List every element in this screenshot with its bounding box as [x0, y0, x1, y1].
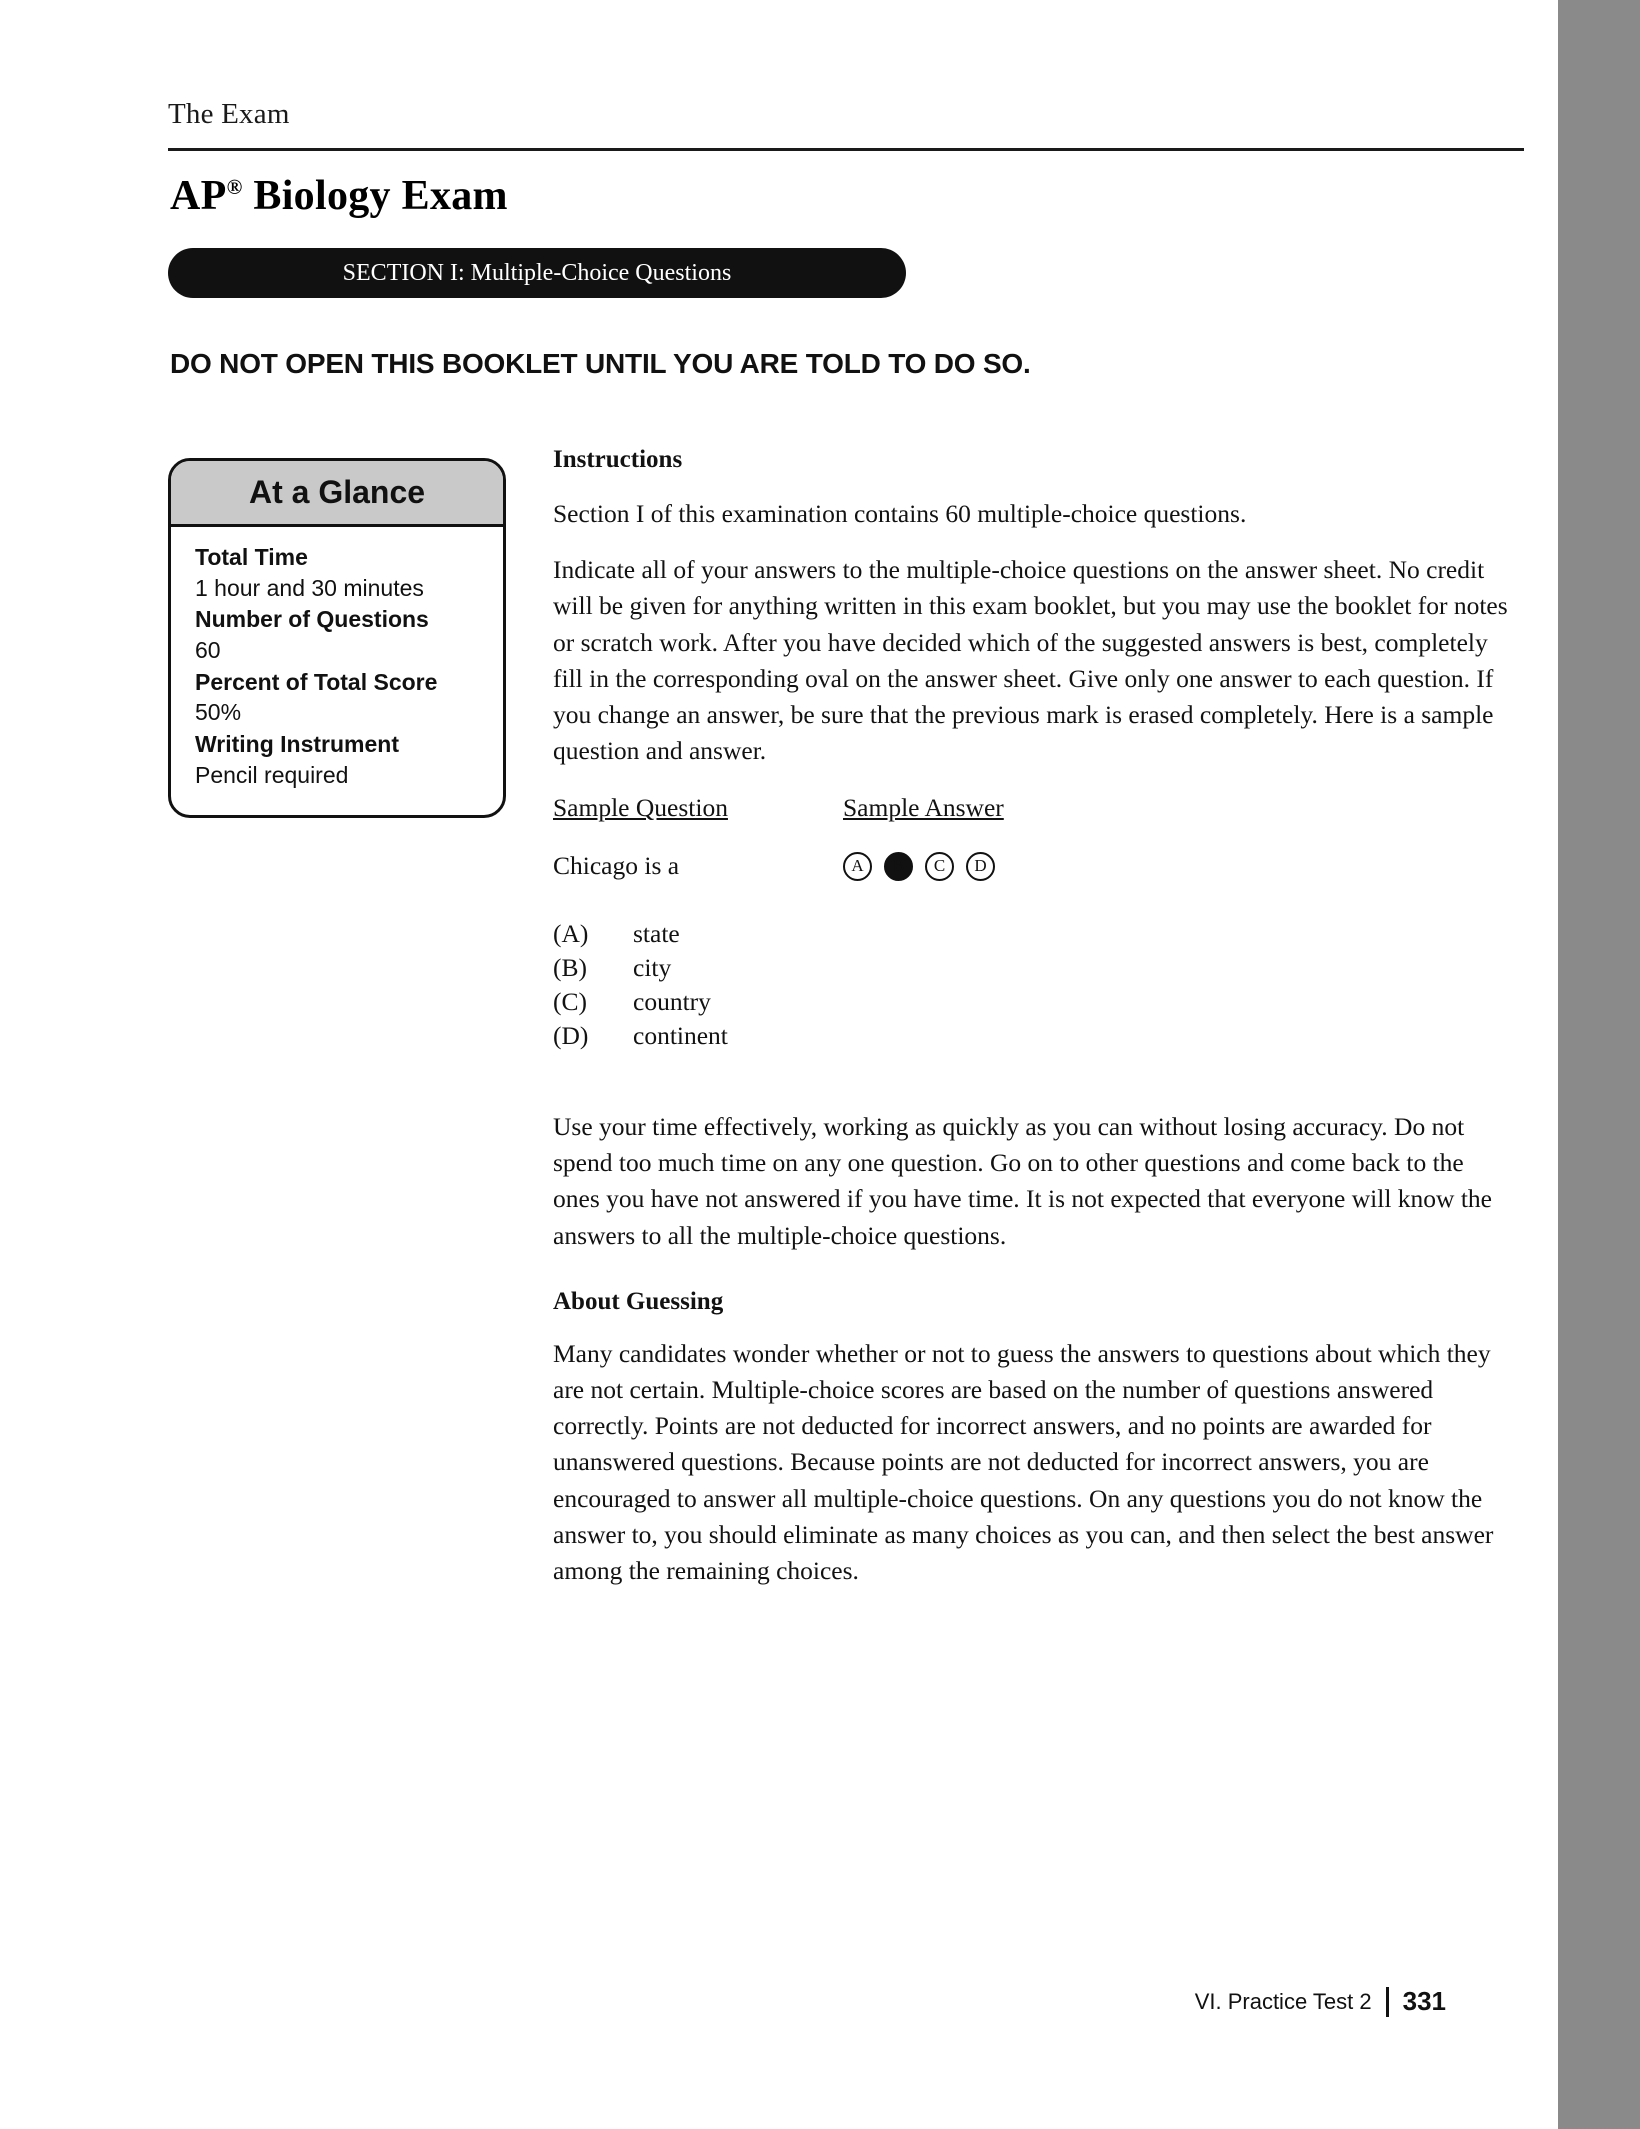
answer-bubble-a: A [843, 852, 872, 881]
sample-choice-c-text: country [633, 987, 711, 1017]
page-title-rest: Biology Exam [242, 173, 508, 219]
sample-answer-label: Sample Answer [843, 793, 1004, 823]
page-edge-band [1558, 0, 1640, 2129]
sample-labels-row [553, 793, 1513, 823]
instructions-paragraph-2: Indicate all of your answers to the multiple-choice questions on the answer sheet. No credit will be given for anything written in this exam booklet, but you may use the booklet for notes or scratch work. After you have decided which of the suggested answers is best, completely fill in the corresponding oval on the answer sheet. Give only one answer to each question. If you change an answer, be sure that the previous mark is erased completely. Here is a sample question and answer. [553, 555, 1508, 766]
glance-value-percent-of-total-score: 50% [195, 699, 242, 726]
sample-answer-bubbles [843, 852, 995, 881]
sample-question-row [553, 851, 1513, 881]
glance-value-number-of-questions: 60 [195, 637, 221, 664]
sample-choice-d [553, 1019, 1513, 1053]
page-title [170, 172, 508, 220]
glance-term-number-of-questions: Number of Questions [195, 606, 429, 633]
sample-choice-c-letter: (C) [553, 987, 587, 1017]
sample-choices-list [553, 917, 1513, 1053]
footer-page-number: 331 [1402, 1986, 1446, 2016]
answer-bubble-d: D [966, 852, 995, 881]
answer-bubble-c: C [925, 852, 954, 881]
sample-choice-d-letter: (D) [553, 1021, 589, 1051]
instructions-paragraph-3: Use your time effectively, working as quickly as you can without losing accuracy. Do not spend too much time on any one question. Go on to other questions and come back to the ones you have not answered if you have time. It is not expected that everyone will know the answers to all the multiple-choice questions. [553, 1112, 1492, 1250]
about-guessing-heading: About Guessing [553, 1287, 724, 1315]
sample-question-text: Chicago is a [553, 851, 680, 881]
page-footer [1195, 1986, 1446, 2017]
instructions-heading: Instructions [553, 446, 683, 473]
answer-bubble-b-filled: B [884, 852, 913, 881]
instructions-column [553, 446, 1513, 1609]
sample-choice-d-text: continent [633, 1021, 728, 1051]
running-head: The Exam [168, 98, 290, 130]
sample-choice-a [553, 917, 1513, 951]
sample-choice-b-text: city [633, 953, 672, 983]
instructions-paragraph-1: Section I of this examination contains 60 multiple-choice questions. [553, 499, 1247, 528]
page-title-main: AP [170, 173, 227, 219]
at-a-glance-title: At a Glance [248, 474, 426, 510]
glance-value-writing-instrument: Pencil required [195, 761, 349, 788]
glance-term-total-time: Total Time [195, 544, 308, 570]
section-banner [168, 248, 906, 298]
at-a-glance-box [168, 458, 506, 818]
registered-trademark-symbol: ® [226, 175, 243, 199]
footer-section-label: VI. Practice Test 2 [1194, 1988, 1372, 2014]
section-banner-label: SECTION I: Multiple-Choice Questions [342, 259, 732, 286]
sample-question-label: Sample Question [553, 793, 728, 823]
sample-choice-a-letter: (A) [553, 919, 589, 949]
about-guessing-paragraph: Many candidates wonder whether or not to guess the answers to questions about which they are not certain. Multiple-choice scores are based on the number of questions answered correctly. Points are not deducted for incorrect answers, and no points are awarded for unanswered questions. Because points are not deducted for incorrect answers, you are encouraged to answer all multiple-choice questions. On any questions you do not know the answer to, you should eliminate as many choices as you can, and then select the best answer among the remaining choices. [553, 1338, 1494, 1586]
sample-choice-a-text: state [633, 919, 680, 949]
sample-choice-b-letter: (B) [553, 953, 587, 983]
footer-divider [1386, 1987, 1389, 2017]
at-a-glance-header [171, 461, 503, 527]
booklet-warning: DO NOT OPEN THIS BOOKLET UNTIL YOU ARE TOLD TO DO SO. [170, 348, 1031, 379]
at-a-glance-body [171, 527, 503, 790]
header-divider [168, 148, 1524, 151]
sample-choice-c [553, 985, 1513, 1019]
sample-choice-b [553, 951, 1513, 985]
glance-term-writing-instrument: Writing Instrument [195, 730, 400, 757]
glance-value-total-time: 1 hour and 30 minutes [195, 574, 424, 601]
glance-term-percent-of-total-score: Percent of Total Score [195, 668, 438, 695]
